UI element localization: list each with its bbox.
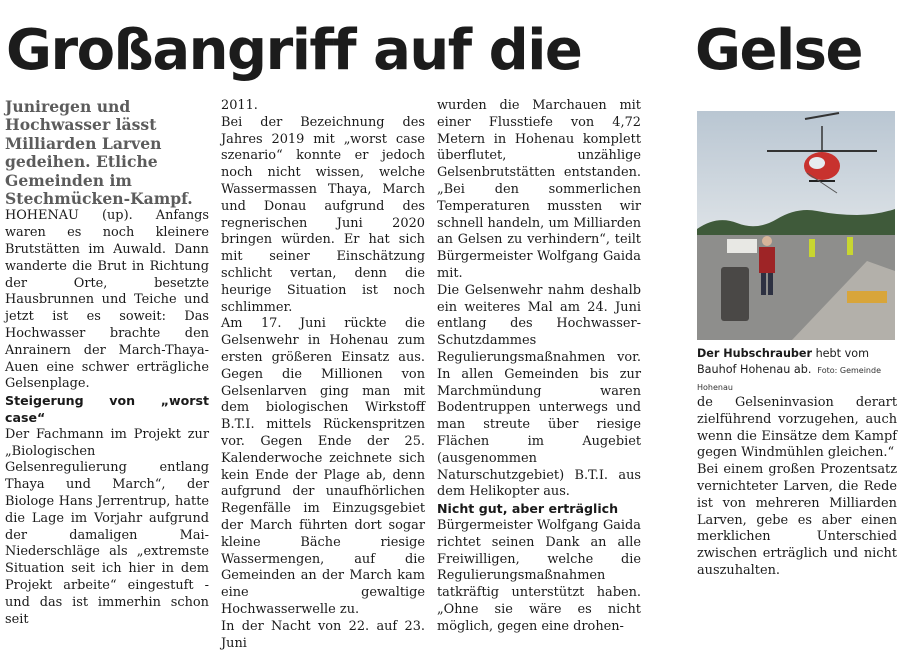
paragraph: 2011.: [221, 98, 258, 113]
headline-part-1: Großangriff auf die: [6, 18, 582, 83]
paragraph: In der Nacht von 22. auf 23. Juni: [221, 618, 425, 651]
barrel: [721, 267, 749, 321]
paragraph: de Gelseninvasion derart zielführend vorzugehen, auch wenn die Einsätze dem Kampf gegen Windmühlen gleichen.“: [697, 395, 897, 461]
subheading-nicht-gut: Nicht gut, aber erträglich: [437, 501, 619, 517]
article-column-4: [697, 395, 897, 580]
headline-part-2: Gelse: [695, 18, 862, 83]
article-lead: Juniregen und Hochwasser lässt Milliarden Larven gedeihen. Etliche Gemeinden im Stechmücken-Kampf.: [5, 97, 193, 209]
article-column-1: [5, 98, 209, 628]
paragraph: Die Gelsenwehr nahm deshalb ein weiteres Mal am 24. Juni entlang des Hochwasser-Schutzdammes Regulierungsmaßnahmen vor. In allen Gemeinden bis zur Marchmündung waren Bodentruppen unterwegs und man streute über riesige Flächen im Augebiet (ausgenommen Naturschutzgebiet) B.T.I. aus dem Helikopter aus.: [437, 282, 641, 500]
paragraph: HOHENAU (up). Anfangs waren es noch kleinere Brutstätten im Auwald. Dann wanderte die Brut in Richtung der Orte, besetzte Hausbrunnen und Teiche und jetzt ist es soweit: Das Hochwasser brachte den Anrainern der March-Thaya-Auen eine schwer erträgliche Gelsenplage.: [5, 208, 209, 392]
paragraph: Bei einem großen Prozentsatz vernichteter Larven, die Rede ist von mehreren Milliarden Larven, gebe es aber einen merklichen Unterschied zwischen erträglich und nicht auszuhalten.: [697, 462, 897, 578]
helicopter-photo: [697, 111, 895, 340]
photo-caption: [697, 346, 897, 396]
caption-bold: Der Hubschrauber: [697, 347, 813, 360]
helicopter-photo-illustration: [697, 111, 895, 340]
paragraph: Bürgermeister Wolfgang Gaida richtet seinen Dank an alle Freiwilligen, welche die Regulierungsmaßnahmen tatkräftig unterstützt haben. „Ohne sie wäre es nicht möglich, gegen eine drohen-: [437, 517, 641, 634]
paragraph: Der Fachmann im Projekt zur „Biologischen Gelsenregulierung entlang Thaya und March“, der Biologe Hans Jerrentrup, hatte die Lage im Vorjahr aufgrund der damaligen Mai-Niederschläge als „extremste Situation seit ich hier in dem Projekt arbeite“ eingestuft - und das ist immerhin schon seit: [5, 426, 209, 627]
article-column-3: [437, 98, 641, 636]
article-column-2: [221, 98, 425, 652]
photo-credit: Foto: Gemeinde Hohenau: [697, 366, 881, 392]
caption-text: hebt vom Bauhof Hohenau ab.: [697, 347, 869, 376]
paragraph: Am 17. Juni rückte die Gelsenwehr in Hohenau zum ersten größeren Einsatz aus. Gegen die Millionen von Gelsenlarven ging man mit dem biologischen Wirkstoff B.T.I. mittels Rückenspritzen vor. Gegen Ende der 25. Kalenderwoche zeichnete sich kein Ende der Plage ab, denn aufgrund der unaufhörlichen Regenfälle im Einzugsgebiet der March führten dort sogar kleine Bäche riesige Wassermengen, auf die Gemeinden an der March kam eine gewaltige Hochwasserwelle zu.: [221, 316, 425, 617]
paragraph: wurden die Marchauen mit einer Flusstiefe von 4,72 Metern in Hohenau komplett überflutet, unzählige Gelsenbrutstätten entstanden. „Bei den sommerlichen Temperaturen mussten wir schnell handeln, um Milliarden an Gelsen zu verhindern“, teilt Bürgermeister Wolfgang Gaida mit.: [437, 98, 641, 281]
subheading-worst-case: Steigerung von „worst case“: [5, 393, 209, 425]
paragraph: Bei der Bezeichnung des Jahres 2019 mit „worst case szenario“ konnte er jedoch noch nicht wissen, welche Wassermassen Thaya, March und Donau aufgrund des regnerischen Juni 2020 bringen würden. Er hat sich mit seiner Einschätzung schlicht vertan, denn die heurige Situation ist noch schlimmer.: [221, 114, 425, 315]
